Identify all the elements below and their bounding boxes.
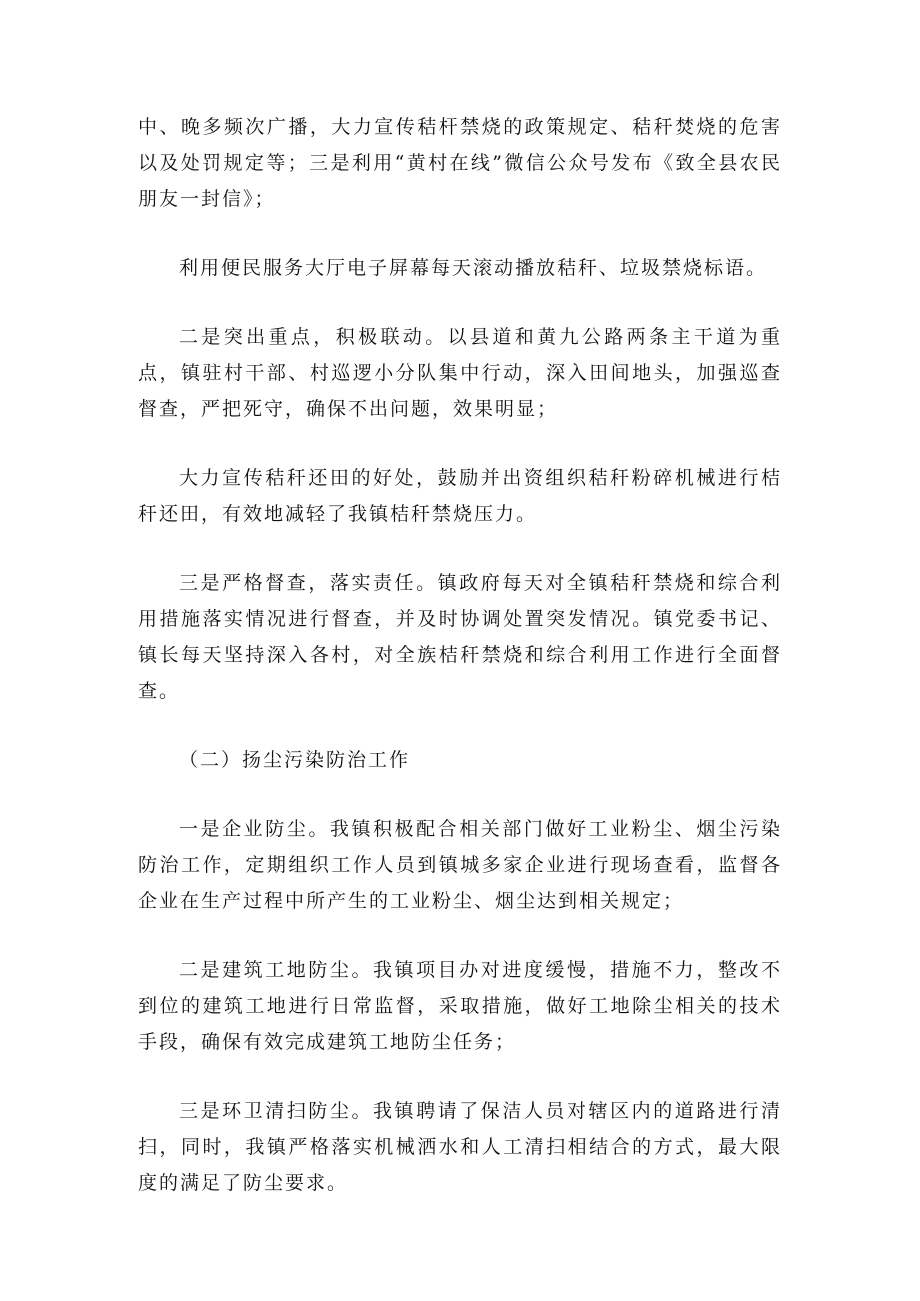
document-body: [138, 109, 782, 1234]
paragraph-supervision: 三是严格督查，落实责任。镇政府每天对全镇秸秆禁烧和综合利用措施落实情况进行督查，并及时协调处置突发情况。镇党委书记、镇长每天坚持深入各村，对全族桔秆禁烧和综合利用工作进行全面督查。: [138, 572, 782, 702]
section-heading-dust-control: （二）扬尘污染防治工作: [179, 749, 411, 771]
paragraph-straw-return: 大力宣传秸秆还田的好处，鼓励并出资组织秸秆粉碎机械进行桔秆还田，有效地减轻了我镇桔秆禁烧压力。: [138, 467, 782, 525]
paragraph-sanitation-dust: 三是环卫清扫防尘。我镇聘请了保洁人员对辖区内的道路进行清扫，同时，我镇严格落实机械洒水和人工清扫相结合的方式，最大限度的满足了防尘要求。: [138, 1100, 782, 1194]
paragraph-key-focus: 二是突出重点，积极联动。以县道和黄九公路两条主干道为重点，镇驻村干部、村巡逻小分队集中行动，深入田间地头，加强巡查督查，严把死守，确保不出问题，效果明显；: [138, 326, 782, 420]
paragraph-enterprise-dust: 一是企业防尘。我镇积极配合相关部门做好工业粉尘、烟尘污染防治工作，定期组织工作人员到镇城多家企业进行现场查看，监督各企业在生产过程中所产生的工业粉尘、烟尘达到相关规定；: [138, 818, 782, 912]
paragraph-electronic-screen: 利用便民服务大厅电子屏幕每天滚动播放秸秆、垃圾禁烧标语。: [179, 257, 768, 279]
paragraph-construction-dust: 二是建筑工地防尘。我镇项目办对进度缓慢，措施不力，整改不到位的建筑工地进行日常监督，采取措施，做好工地除尘相关的技术手段，确保有效完成建筑工地防尘任务；: [138, 959, 782, 1053]
paragraph-broadcast-continued: 中、晚多频次广播，大力宣传秸杆禁烧的政策规定、秸秆焚烧的危害以及处罚规定等；三是利用“黄村在线”微信公众号发布《致全县农民朋友一封信》；: [138, 116, 782, 210]
